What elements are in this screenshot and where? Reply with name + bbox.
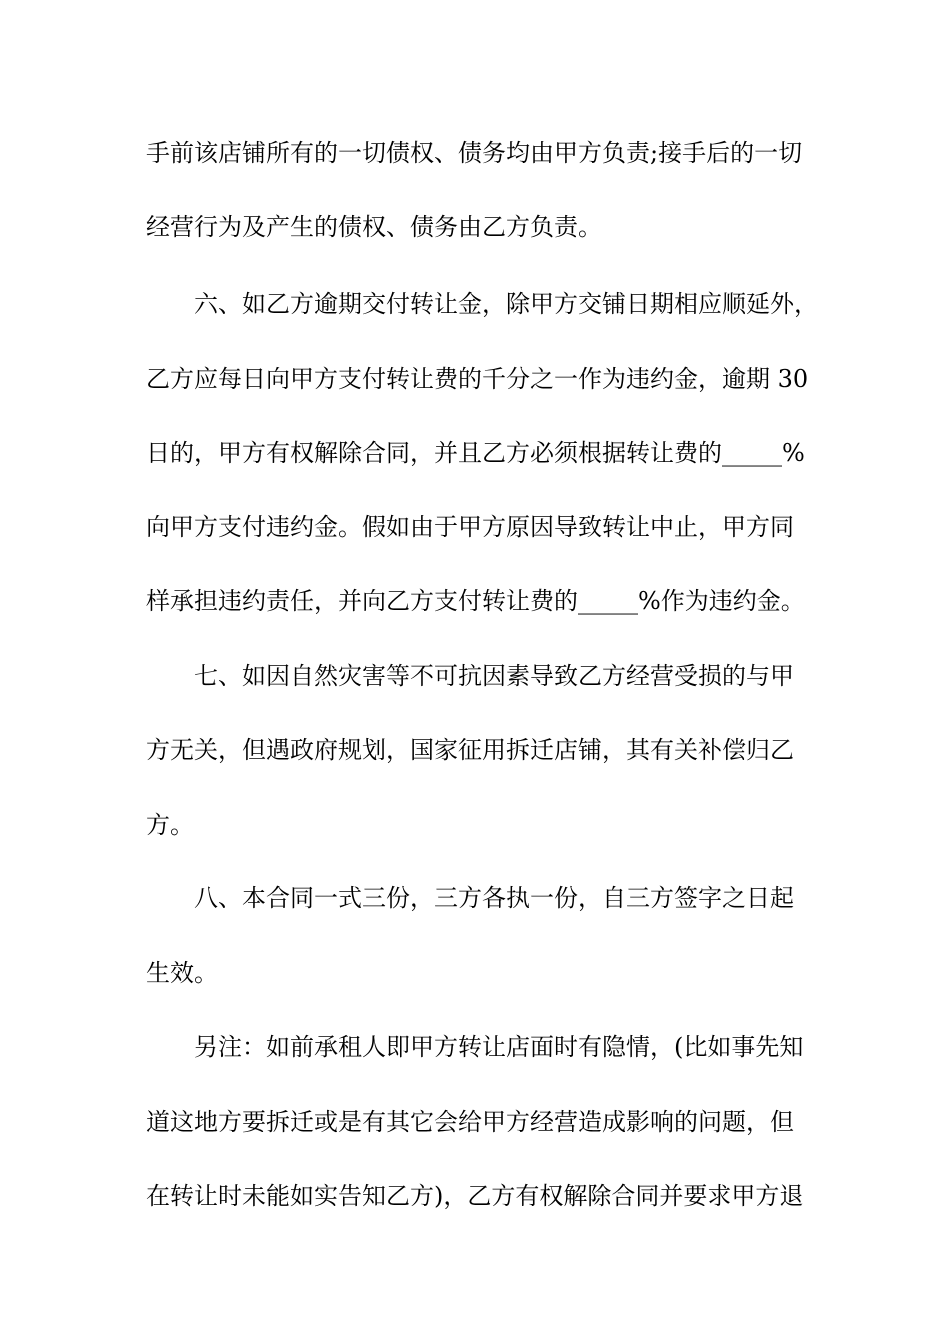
text-line: 方。 [146, 811, 194, 839]
paragraph-seven-start: 七、如因自然灾害等不可抗因素导致乙方经营受损的与甲 [194, 662, 794, 690]
text-line: 向甲方支付违约金。假如由于甲方原因导致转让中止，甲方同 [146, 513, 794, 541]
text-line: 手前该店铺所有的一切债权、债务均由甲方负责;接手后的一切 [146, 139, 803, 167]
text-line: 生效。 [146, 959, 218, 987]
text-line: 经营行为及产生的债权、债务由乙方负责。 [146, 213, 602, 241]
paragraph-six-start: 六、如乙方逾期交付转让金，除甲方交铺日期相应顺延外， [194, 290, 818, 318]
text-line: 道这地方要拆迁或是有其它会给甲方经营造成影响的问题，但 [146, 1108, 794, 1136]
paragraph-note-start: 另注：如前承租人即甲方转让店面时有隐情，(比如事先知 [194, 1033, 804, 1061]
text-line: 乙方应每日向甲方支付转让费的千分之一作为违约金，逾期 30 [146, 365, 809, 393]
text-line: 日的，甲方有权解除合同，并且乙方必须根据转让费的_____% [146, 439, 805, 467]
text-line: 在转让时未能如实告知乙方)，乙方有权解除合同并要求甲方退 [146, 1182, 804, 1210]
text-line: 方无关，但遇政府规划，国家征用拆迁店铺，其有关补偿归乙 [146, 736, 794, 764]
text-line: 样承担违约责任，并向乙方支付转让费的_____%作为违约金。 [146, 587, 805, 615]
paragraph-eight-start: 八、本合同一式三份，三方各执一份，自三方签字之日起 [194, 884, 794, 912]
